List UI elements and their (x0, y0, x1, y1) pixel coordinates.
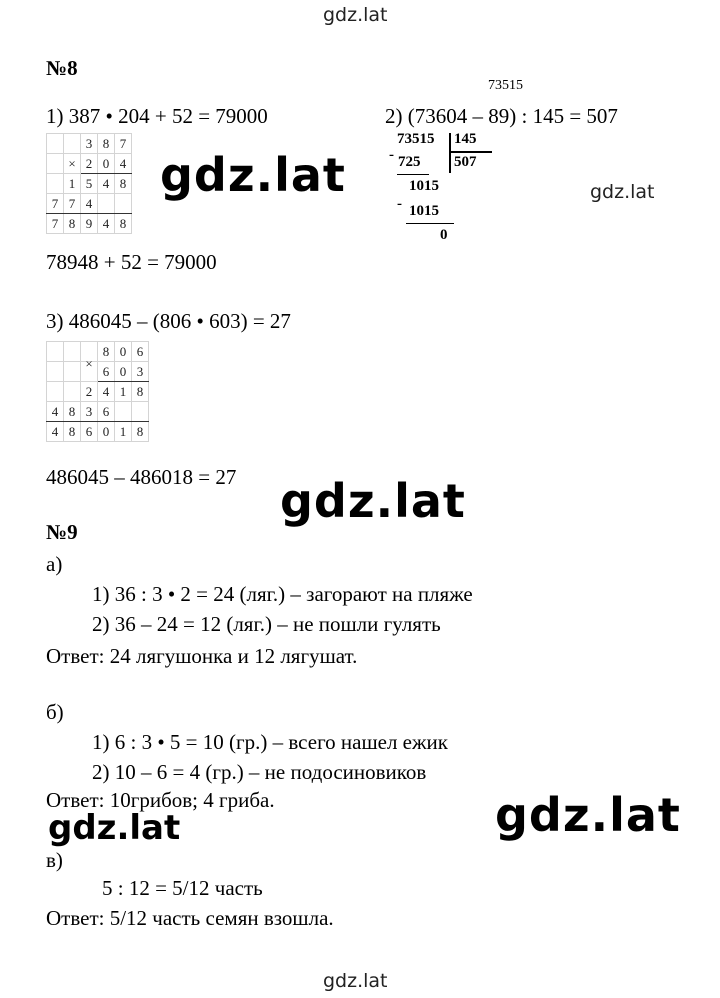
task8-p3-result: 486045 – 486018 = 27 (46, 465, 237, 489)
task9-b-line1: 1) 6 : 3 • 5 = 10 (гр.) – всего нашел ежик (92, 730, 448, 754)
watermark-small: gdz.lat (590, 181, 655, 203)
task8-heading: №8 (46, 56, 78, 80)
task8-p1-result: 78948 + 52 = 79000 (46, 250, 217, 274)
task9-a-line2: 2) 36 – 24 = 12 (ляг.) – не пошли гулять (92, 612, 441, 636)
minus-sign: - (397, 196, 402, 212)
watermark-big: gdz.lat (160, 148, 346, 202)
long-division-quotient: 507 (454, 154, 477, 170)
task8-p2-expression: 2) (73604 – 89) : 145 = 507 (385, 104, 618, 128)
task9-b-line2: 2) 10 – 6 = 4 (гр.) – не подосиновиков (92, 760, 427, 784)
task9-c-line1: 5 : 12 = 5/12 часть (102, 876, 263, 900)
minus-sign: - (389, 147, 394, 163)
task8-p1-expression: 1) 387 • 204 + 52 = 79000 (46, 104, 268, 128)
long-division-step: 1015 (409, 178, 439, 194)
task9-b-answer: Ответ: 10грибов; 4 гриба. (46, 788, 275, 812)
task9-a-answer: Ответ: 24 лягушонка и 12 лягушат. (46, 644, 358, 668)
task9-heading: №9 (46, 520, 78, 544)
task9-a-label: а) (46, 552, 63, 576)
long-division-step: 725 (398, 154, 421, 170)
long-division-divisor: 145 (454, 131, 477, 147)
task8-p3-expression: 3) 486045 – (806 • 603) = 27 (46, 309, 291, 333)
task9-c-answer: Ответ: 5/12 часть семян взошла. (46, 906, 334, 930)
long-division-step: 1015 (409, 203, 439, 219)
watermark-big: gdz.lat (495, 788, 681, 842)
task9-c-label: в) (46, 848, 63, 872)
multiplication-grid-2: 8 0 6 × 6 0 3 2 4 1 8 4 8 3 6 4 8 6 0 1 8 (46, 341, 149, 442)
watermark-bottom: gdz.lat (323, 970, 388, 992)
task9-a-line1: 1) 36 : 3 • 2 = 24 (ляг.) – загорают на пляже (92, 582, 473, 606)
long-division-remainder: 0 (440, 227, 448, 243)
watermark-top: gdz.lat (323, 4, 388, 26)
watermark-big: gdz.lat (44, 808, 184, 848)
task9-b-label: б) (46, 700, 64, 724)
watermark-big: gdz.lat (280, 474, 466, 528)
multiplication-grid-1: 3 8 7 × 2 0 4 1 5 4 8 7 7 4 7 8 9 4 8 (46, 133, 132, 234)
long-division-dividend: 73515 (397, 131, 435, 147)
task8-p2-note: 73515 (488, 78, 523, 93)
